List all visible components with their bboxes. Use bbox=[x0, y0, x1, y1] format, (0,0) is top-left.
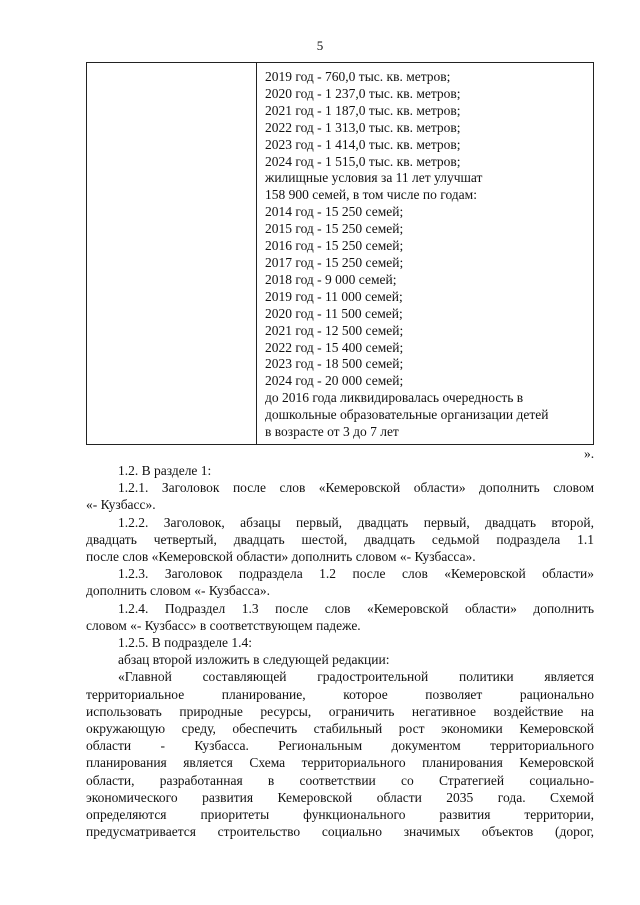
table-line: в возрасте от 3 до 7 лет bbox=[265, 424, 399, 440]
quote-line: области - Кузбасса. Региональным документом территориального bbox=[86, 738, 594, 754]
closing-quote: ». bbox=[584, 446, 595, 461]
item-1-2-1-line: «- Кузбасс». bbox=[86, 497, 156, 513]
page-number: 5 bbox=[316, 38, 324, 53]
quote-line: окружающую среду, обеспечить стабильный рост экономики Кемеровской bbox=[86, 721, 594, 737]
table-line: 2017 год - 15 250 семей; bbox=[265, 254, 404, 270]
quote-line: предусматривается строительство социально значимых объектов (дорог, bbox=[86, 824, 594, 840]
table-line: 2019 год - 760,0 тыс. кв. метров; bbox=[265, 69, 451, 84]
table-line: 2020 год - 1 237,0 тыс. кв. метров; bbox=[265, 85, 461, 101]
quote-line: «Главной составляющей градостроительной политики является bbox=[118, 669, 594, 685]
item-1-2-5-subheading: абзац второй изложить в следующей редакции: bbox=[118, 652, 390, 668]
table-line: 2020 год - 11 500 семей; bbox=[265, 305, 403, 321]
item-1-2-2-line: двадцать четвертый, двадцать шестой, двадцать седьмой подраздела 1.1 bbox=[86, 531, 594, 547]
table-line: 2023 год - 1 414,0 тыс. кв. метров; bbox=[265, 136, 461, 152]
table-line: жилищные условия за 11 лет улучшат bbox=[265, 170, 483, 186]
quote-line: экономического развития Кемеровской области 2035 года. Схемой bbox=[86, 789, 594, 805]
table-line: до 2016 года ликвидировалась очередность в bbox=[265, 390, 524, 406]
table-line: 2023 год - 18 500 семей; bbox=[265, 356, 404, 372]
table-left-cell bbox=[87, 63, 257, 444]
table-line: 2018 год - 9 000 семей; bbox=[265, 271, 397, 287]
item-1-2-4-line: словом «- Кузбасс» в соответствующем падеже. bbox=[86, 617, 361, 633]
item-1-2-4-line: 1.2.4. Подраздел 1.3 после слов «Кемеровской области» дополнить bbox=[118, 600, 594, 616]
item-1-2-2-line: 1.2.2. Заголовок, абзацы первый, двадцать первый, двадцать второй, bbox=[118, 514, 594, 530]
table-line: 2024 год - 1 515,0 тыс. кв. метров; bbox=[265, 153, 461, 169]
table-line: дошкольные образовательные организации детей bbox=[265, 407, 549, 423]
table-line: 2022 год - 1 313,0 тыс. кв. метров; bbox=[265, 119, 461, 135]
table-line: 2015 год - 15 250 семей; bbox=[265, 221, 404, 237]
table-line: 2024 год - 20 000 семей; bbox=[265, 373, 404, 389]
quote-line: определяются приоритеты функционального развития территории, bbox=[86, 807, 594, 823]
targets-table bbox=[86, 62, 594, 445]
table-line: 158 900 семей, в том числе по годам: bbox=[265, 187, 477, 203]
item-1-2-3-line: 1.2.3. Заголовок подраздела 1.2 после слов «Кемеровской области» bbox=[118, 566, 594, 582]
quote-line: области, разработанная в соответствии со Стратегией социально- bbox=[86, 772, 594, 788]
item-1-2-1-line: 1.2.1. Заголовок после слов «Кемеровской области» дополнить словом bbox=[118, 480, 594, 496]
document-body bbox=[86, 462, 594, 840]
table-line: 2021 год - 1 187,0 тыс. кв. метров; bbox=[265, 102, 461, 118]
table-line: 2021 год - 12 500 семей; bbox=[265, 322, 404, 338]
quote-line: использовать природные ресурсы, ограничить негативное воздействие на bbox=[86, 703, 594, 719]
table-line: 2022 год - 15 400 семей; bbox=[265, 339, 404, 355]
item-1-2-3-line: дополнить словом «- Кузбасса». bbox=[86, 583, 271, 599]
item-1-2-2-line: после слов «Кемеровской области» дополнить словом «- Кузбасса». bbox=[86, 549, 476, 565]
quote-line: планирования является Схема территориального планирования Кемеровской bbox=[86, 755, 594, 771]
table-line: 2016 год - 15 250 семей; bbox=[265, 238, 404, 254]
table-right-cell bbox=[265, 69, 591, 441]
table-line: 2019 год - 11 000 семей; bbox=[265, 288, 403, 304]
table-line: 2014 год - 15 250 семей; bbox=[265, 204, 404, 220]
section-1-2-heading: 1.2. В разделе 1: bbox=[118, 463, 212, 478]
item-1-2-5-heading: 1.2.5. В подразделе 1.4: bbox=[118, 635, 253, 651]
quote-line: территориальное планирование, которое позволяет рационально bbox=[86, 686, 594, 702]
